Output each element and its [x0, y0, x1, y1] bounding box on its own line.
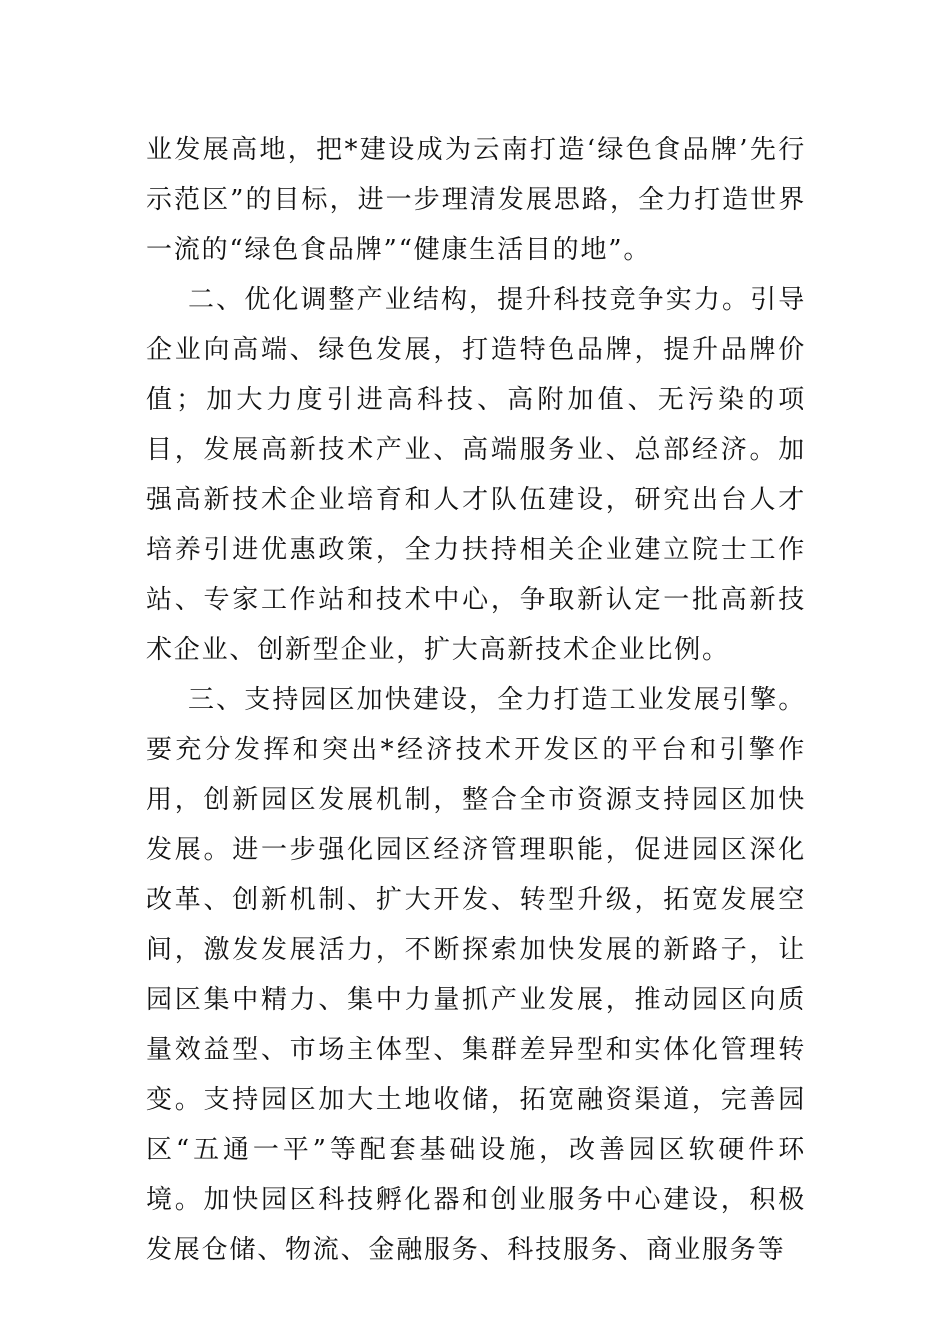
document-body — [146, 125, 806, 1275]
paragraph-continuation: 业发展高地，把*建设成为云南打造‘绿色食品牌’先行示范区”的目标，进一步理清发展思路，全力打造世界一流的“绿色食品牌”“健康生活目的地”。 — [146, 135, 806, 265]
paragraph-section-two: 二、优化调整产业结构，提升科技竞争实力。引导企业向高端、绿色发展，打造特色品牌，提升品牌价值；加大力度引进高科技、高附加值、无污染的项目，发展高新技术产业、高端服务业、总部经济。加强高新技术企业培育和人才队伍建设，研究出台人才培养引进优惠政策，全力扶持相关企业建立院士工作站、专家工作站和技术中心，争取新认定一批高新技术企业、创新型企业，扩大高新技术企业比例。 — [146, 285, 806, 665]
paragraph-section-three: 三、支持园区加快建设，全力打造工业发展引擎。要充分发挥和突出*经济技术开发区的平台和引擎作用，创新园区发展机制，整合全市资源支持园区加快发展。进一步强化园区经济管理职能，促进园区深化改革、创新机制、扩大开发、转型升级，拓宽发展空间，激发发展活力，不断探索加快发展的新路子，让园区集中精力、集中力量抓产业发展，推动园区向质量效益型、市场主体型、集群差异型和实体化管理转变。支持园区加大土地收储，拓宽融资渠道，完善园区“五通一平”等配套基础设施，改善园区软硬件环境。加快园区科技孵化器和创业服务中心建设，积极发展仓储、物流、金融服务、科技服务、商业服务等 — [146, 685, 806, 1265]
